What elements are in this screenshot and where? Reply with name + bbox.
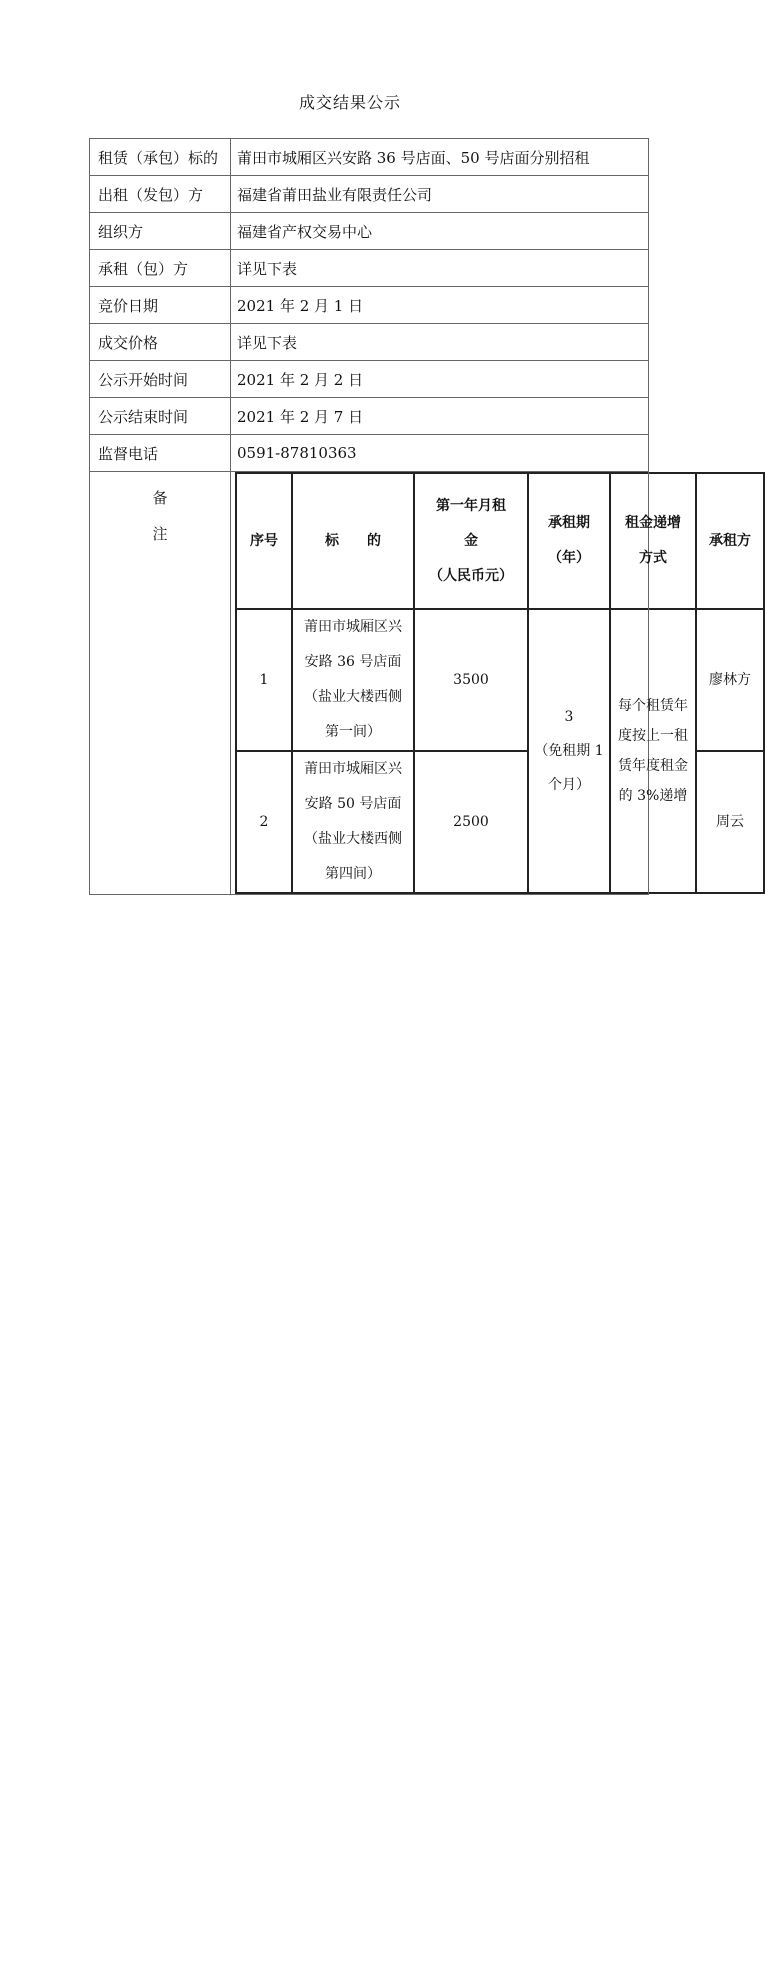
remark-row xyxy=(90,472,649,895)
field-value: 福建省产权交易中心 xyxy=(231,213,649,250)
table-row xyxy=(90,139,649,176)
table-row xyxy=(90,398,649,435)
item-increase: 每个租赁年度按上一租赁年度租金的 3%递增 xyxy=(610,609,696,893)
item-rent: 3500 xyxy=(414,609,528,751)
item-seq: 1 xyxy=(236,609,292,751)
header-increase-line: 租金递增 xyxy=(625,515,681,531)
field-label: 组织方 xyxy=(90,213,231,250)
field-value: 0591-87810363 xyxy=(231,435,649,472)
header-tenant: 承租方 xyxy=(696,473,764,609)
field-value: 2021 年 2 月 2 日 xyxy=(231,361,649,398)
header-target: 标 的 xyxy=(292,473,414,609)
item-rent: 2500 xyxy=(414,751,528,893)
field-value: 莆田市城厢区兴安路 36 号店面、50 号店面分别招租 xyxy=(231,139,649,176)
field-label: 出租（发包）方 xyxy=(90,176,231,213)
remark-content xyxy=(231,472,751,895)
field-value: 详见下表 xyxy=(231,250,649,287)
remark-label xyxy=(90,472,231,895)
remark-label-line: 注 xyxy=(152,525,168,543)
table-row xyxy=(90,361,649,398)
field-label: 租赁（承包）标的 xyxy=(90,139,231,176)
header-rent-line: 第一年月租 xyxy=(436,497,506,514)
item-tenant: 周云 xyxy=(696,751,764,893)
item-term xyxy=(528,609,610,893)
field-label: 公示结束时间 xyxy=(90,398,231,435)
detail-row xyxy=(236,609,764,751)
header-rent xyxy=(414,473,528,609)
field-label: 公示开始时间 xyxy=(90,361,231,398)
table-row xyxy=(90,250,649,287)
remark-label-line: 备 xyxy=(152,489,168,507)
field-value: 2021 年 2 月 7 日 xyxy=(231,398,649,435)
field-value: 2021 年 2 月 1 日 xyxy=(231,287,649,324)
page-title: 成交结果公示 xyxy=(298,93,401,112)
term-note: （免租期 1 个月） xyxy=(534,743,604,793)
item-tenant: 廖林方 xyxy=(696,609,764,751)
table-row xyxy=(90,213,649,250)
table-row xyxy=(90,435,649,472)
result-table xyxy=(89,138,751,895)
header-rent-line: 金 xyxy=(464,532,478,549)
field-value: 福建省莆田盐业有限责任公司 xyxy=(231,176,649,213)
item-seq: 2 xyxy=(236,751,292,893)
term-value: 3 xyxy=(564,709,574,725)
header-seq: 序号 xyxy=(236,473,292,609)
item-target: 莆田市城厢区兴安路 50 号店面（盐业大楼西侧第四间） xyxy=(292,751,414,893)
item-target: 莆田市城厢区兴安路 36 号店面（盐业大楼西侧第一间） xyxy=(292,609,414,751)
detail-table xyxy=(235,472,765,894)
header-term-line: （年） xyxy=(548,550,590,566)
field-label: 监督电话 xyxy=(90,435,231,472)
table-row xyxy=(90,324,649,361)
field-value: 详见下表 xyxy=(231,324,649,361)
header-term xyxy=(528,473,610,609)
header-term-line: 承租期 xyxy=(548,515,590,531)
header-rent-line: （人民币元） xyxy=(429,567,513,584)
header-increase-line: 方式 xyxy=(639,550,667,566)
field-label: 竞价日期 xyxy=(90,287,231,324)
field-label: 成交价格 xyxy=(90,324,231,361)
table-row xyxy=(90,176,649,213)
table-row xyxy=(90,287,649,324)
field-label: 承租（包）方 xyxy=(90,250,231,287)
header-increase xyxy=(610,473,696,609)
detail-header-row xyxy=(236,473,764,609)
